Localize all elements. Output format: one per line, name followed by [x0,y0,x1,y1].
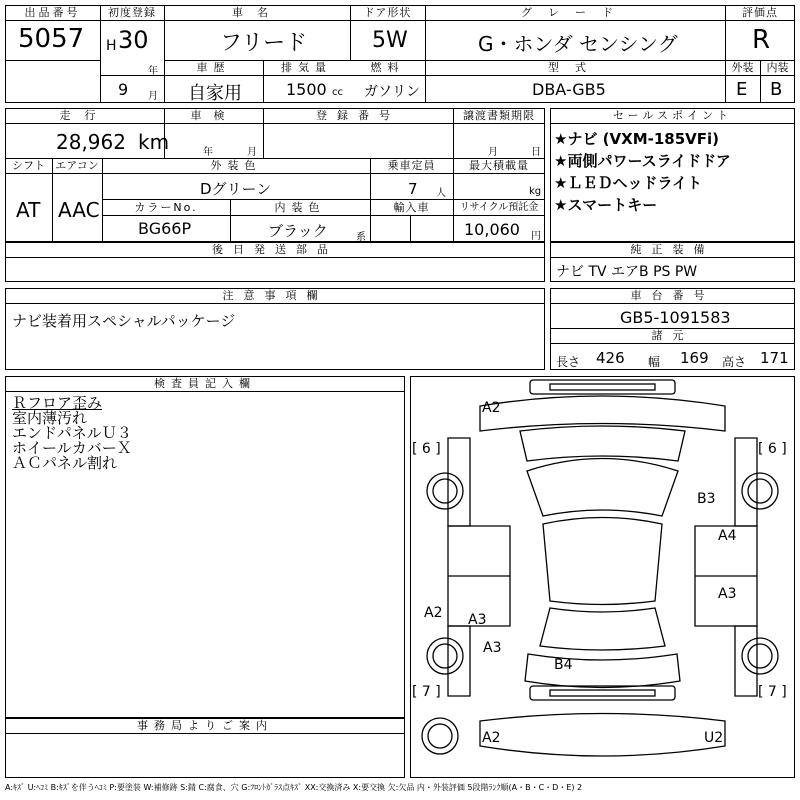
door-type: 5W [372,28,408,53]
ac: AAC [58,198,100,222]
damage-mark: [ 6 ] [758,441,787,457]
exterior-label: 外装 [731,61,754,74]
int-color: ブラック [268,222,328,240]
door-label: ドア形状 [363,6,412,19]
interior-score: B [770,79,783,100]
damage-mark: [ 6 ] [412,441,441,457]
month-unit: 月 [148,91,158,102]
inspection-month-unit: 月 [247,147,257,158]
displacement-label: 排気量 [281,61,332,74]
chassis-no: GB5-1091583 [620,308,731,327]
recycle-unit: 円 [531,231,541,242]
damage-mark: A2 [482,400,501,416]
width-label: 幅 [648,355,661,369]
sales-points-label: セールスポイント [612,109,732,122]
inspection-year-unit: 年 [203,147,213,158]
inspector-note: 室内薄汚れ [12,409,88,427]
damage-mark: A3 [718,586,737,602]
mileage-unit: km [138,130,170,154]
import-label: 輸入車 [393,201,430,214]
inspector-note: ＡＣパネル割れ [12,454,118,472]
doc-day-unit: 日 [531,147,541,158]
doc-month-unit: 月 [488,147,498,158]
max-load-label: 最大積載量 [469,159,529,172]
office-label: 事務局よりご案内 [137,719,273,732]
history: 自家用 [188,83,242,104]
later-parts-label: 後日発送部品 [212,243,338,256]
car-diagram [410,376,795,778]
length-label: 長さ [556,355,581,369]
width-value: 169 [680,349,709,367]
capacity: 7 [408,180,418,198]
reg-no-label: 登録番号 [316,109,400,122]
damage-mark: A3 [468,612,487,628]
height-value: 171 [760,349,789,367]
inspector-note: エンドパネルＵ３ [12,424,132,442]
capacity-label: 乗車定員 [387,159,436,172]
notes-text: ナビ装着用スペシャルパッケージ [12,312,236,330]
damage-mark: B3 [697,491,716,507]
max-load-unit: kg [529,186,542,197]
displacement: 1500 [286,80,327,99]
reg-month: 9 [118,80,129,99]
grade: G・ホンダ センシング [478,32,678,56]
int-color-label: 内装色 [274,201,326,214]
lot-no: 5057 [18,24,85,54]
standard-equip: ナビ TV エアB PS PW [556,264,698,280]
exterior-score: E [736,79,748,100]
notes-label: 注意事項欄 [222,289,328,302]
damage-mark: A2 [424,605,443,621]
color-no-label: カラーNo. [134,201,198,214]
damage-mark: [ 7 ] [758,684,787,700]
sales-point: ★ナビ (VXM-185VFi) [554,130,720,148]
model: DBA-GB5 [532,80,606,99]
damage-mark: B4 [554,657,573,673]
int-color-unit: 系 [356,232,366,243]
damage-mark: U2 [704,730,724,746]
color-no: BG66P [138,219,192,238]
car-name: フリード [220,31,308,56]
grade-label: グレード [521,6,629,19]
legend: A:ｷｽﾞ U:ﾍｺﾐ B:ｷｽﾞを伴うﾍｺﾐ P:要塗装 W:補修跡 S:錆 C:腐食、穴 G:ﾌﾛﾝﾄｶﾞﾗｽ点ｷｽﾞ XX:交換済み X:要交換 欠:欠品 内・外装評価 5段階ﾗﾝｸ順(A・B・C・D・E) 2 [5,783,583,792]
year-unit: 年 [148,66,158,77]
first-reg-label: 初度登録 [108,6,156,19]
inspector-notes [12,396,132,471]
damage-mark: A4 [718,528,737,544]
shift-label: シフト [12,159,45,172]
displacement-unit: cc [332,87,343,98]
interior-label: 内装 [766,61,789,74]
fuel-label: 燃料 [370,61,405,74]
dims-label: 諸元 [651,329,694,342]
sales-point: ★両側パワースライドドア [554,152,731,170]
inspector-note: Ｒフロア歪み [12,394,103,412]
recycle-label: リサイクル預託金 [459,202,539,213]
length-value: 426 [596,349,625,367]
shift: AT [16,198,41,222]
lot-no-label: 出品番号 [24,6,81,19]
fuel: ガソリン [364,84,420,100]
sales-point: ★ＬＥＤヘッドライト [554,174,702,192]
era: H [106,38,117,54]
mileage: 28,962 [56,130,126,154]
car-name-label: 車名 [232,6,282,19]
history-label: 車歴 [196,61,231,74]
inspector-note: ホイールカバーＸ [12,439,132,457]
sales-points-list [554,128,731,216]
inspection-label: 車検 [190,109,237,122]
inspector-label: 検査員記入欄 [154,377,256,390]
ac-label: エアコン [55,159,99,172]
score: R [752,25,771,55]
doc-deadline-label: 譲渡書類期限 [463,109,535,122]
ext-color-label: 外装色 [210,159,262,172]
standard-equip-label: 純正装備 [630,243,715,256]
damage-mark: A3 [483,640,502,656]
damage-mark: A2 [482,730,501,746]
chassis-label: 車台番号 [630,289,715,302]
capacity-unit: 人 [436,188,446,199]
recycle: 10,060 [464,220,520,239]
height-label: 高さ [722,355,747,369]
ext-color: Dグリーン [200,180,272,198]
sales-point: ★スマートキー [554,196,658,214]
score-label: 評価点 [742,6,778,19]
mileage-label: 走行 [59,109,110,122]
reg-year: 30 [118,26,149,54]
model-label: 型式 [548,61,602,74]
damage-mark: [ 7 ] [412,684,441,700]
